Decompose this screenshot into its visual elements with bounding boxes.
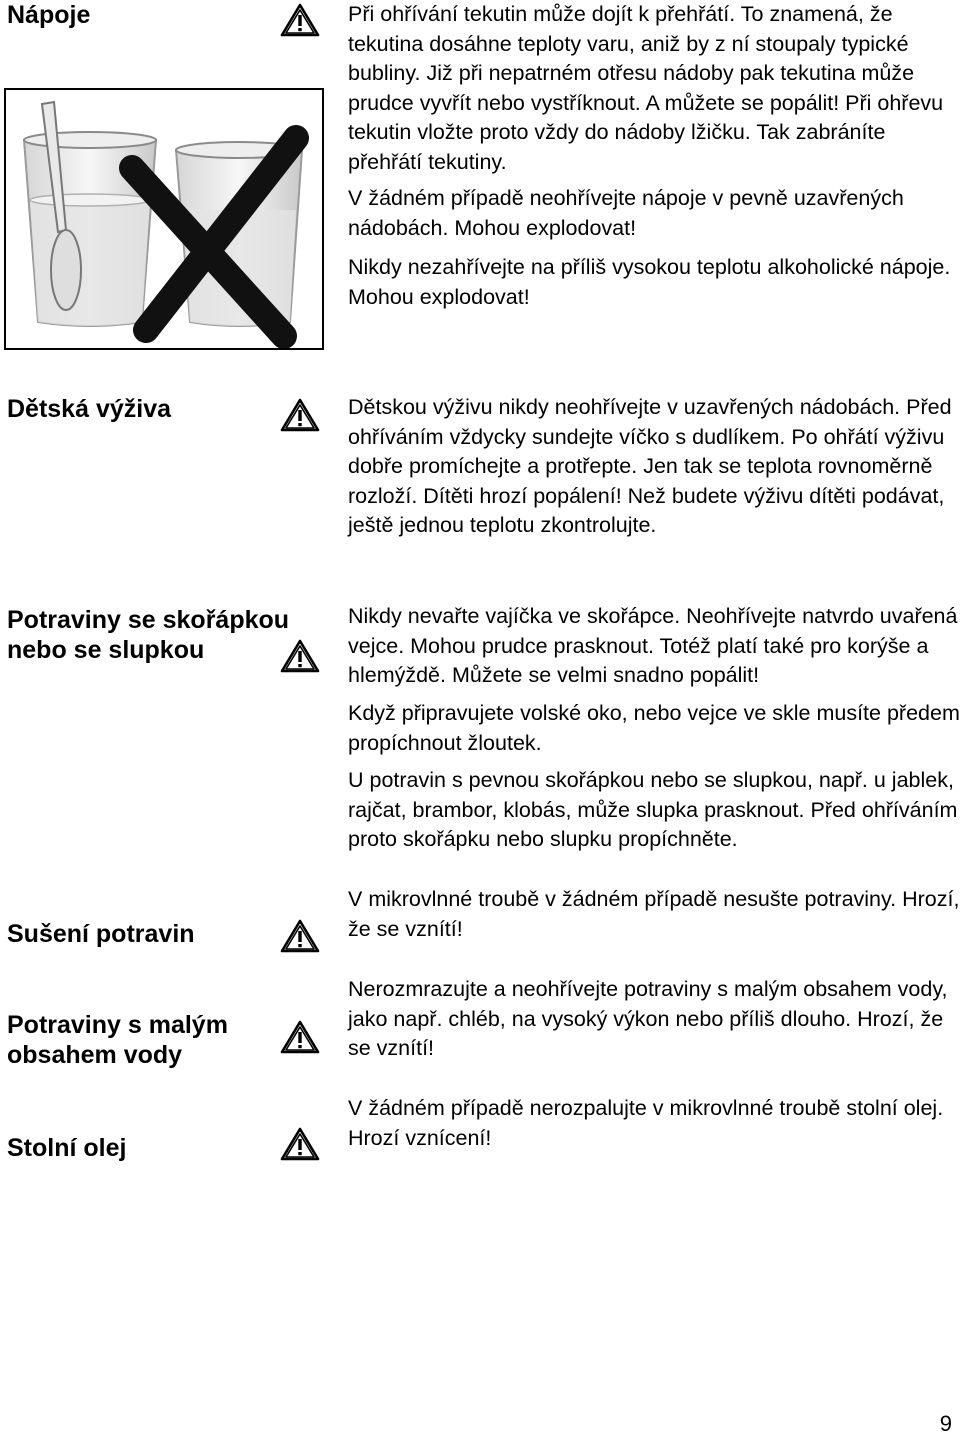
warning-icon [280,1127,320,1161]
section-title-maly-obsah-vody-line2: obsahem vody [7,1041,183,1069]
section-title-napoje: Nápoje [7,1,91,29]
warning-icon [280,3,320,37]
napoje-paragraph-1: Při ohřívání tekutin může dojít k přehřátí. To znamená, že tekutina dosáhne teploty varu, aniž by z ní stoupaly typické bubliny. Již při nepatrném otřesu nádoby pak tekutina může prudce vyvřít nebo vystříknout. A můžete se popálit! Při ohřevu tekutin vložte proto vždy do nádoby lžičku. Tak zabráníte přehřátí tekutiny. [348,2,944,174]
suseni-paragraph-1: V mikrovlnné troubě v žádném případě nesušte potraviny. Hrozí, že se vznítí! [348,887,960,941]
maly-obsah-vody-paragraph-1: Nerozmrazujte a neohřívejte potraviny s malým obsahem vody, jako např. chléb, na vysoký výkon nebo příliš dlouho. Hrozí, že se vznítí! [348,977,948,1060]
napoje-paragraph-2: V žádném případě neohřívejte nápoje v pevně uzavřených nádobách. Mohou explodovat! [348,186,904,240]
olej-paragraph-1: V žádném případě nerozpalujte v mikrovlnné troubě stolní olej. Hrozí vznícení! [348,1096,944,1150]
skorapka-paragraph-1: Nikdy nevařte vajíčka ve skořápce. Neohřívejte natvrdo uvařená vejce. Mohou prudce prasknout. Totéž platí také pro korýše a hlemýždě. Můžete se velmi snadno popálit! [348,604,958,687]
skorapka-paragraph-2: Když připravujete volské oko, nebo vejce ve skle musíte předem propíchnout žloutek. [348,701,960,755]
warning-icon [280,1020,320,1054]
beverage-illustration [4,88,324,350]
detska-vyziva-paragraph-1: Dětskou výživu nikdy neohřívejte v uzavřených nádobách. Před ohříváním vždycky sundejte víčko s dudlíkem. Po ohřátí výživu dobře promíchejte a protřepte. Jen tak se teplota rovnoměrně rozloží. Dítěti hrozí popálení! Než budete výživu dítěti podávat, ještě jednou teplotu zkontrolujte. [348,395,952,537]
section-title-suseni: Sušení potravin [7,920,195,948]
skorapka-paragraph-3: U potravin s pevnou skořápkou nebo se slupkou, např. u jablek, rajčat, brambor, klobás, může slupka prasknout. Před ohříváním proto skořápku nebo slupku propíchněte. [348,768,958,851]
warning-icon [280,639,320,673]
napoje-paragraph-3: Nikdy nezahřívejte na příliš vysokou teplotu alkoholické nápoje. Mohou explodovat! [348,255,951,309]
section-title-skorapka-line2: nebo se slupkou [7,636,205,664]
section-title-skorapka-line1: Potraviny se skořápkou [7,606,290,634]
section-title-detska-vyziva: Dětská výživa [7,395,172,423]
section-title-olej: Stolní olej [7,1134,127,1162]
section-title-maly-obsah-vody-line1: Potraviny s malým [7,1011,228,1039]
warning-icon [280,398,320,432]
page-number: 9 [939,1411,952,1436]
glass-spoon-illustration [6,90,322,348]
warning-icon [280,919,320,953]
